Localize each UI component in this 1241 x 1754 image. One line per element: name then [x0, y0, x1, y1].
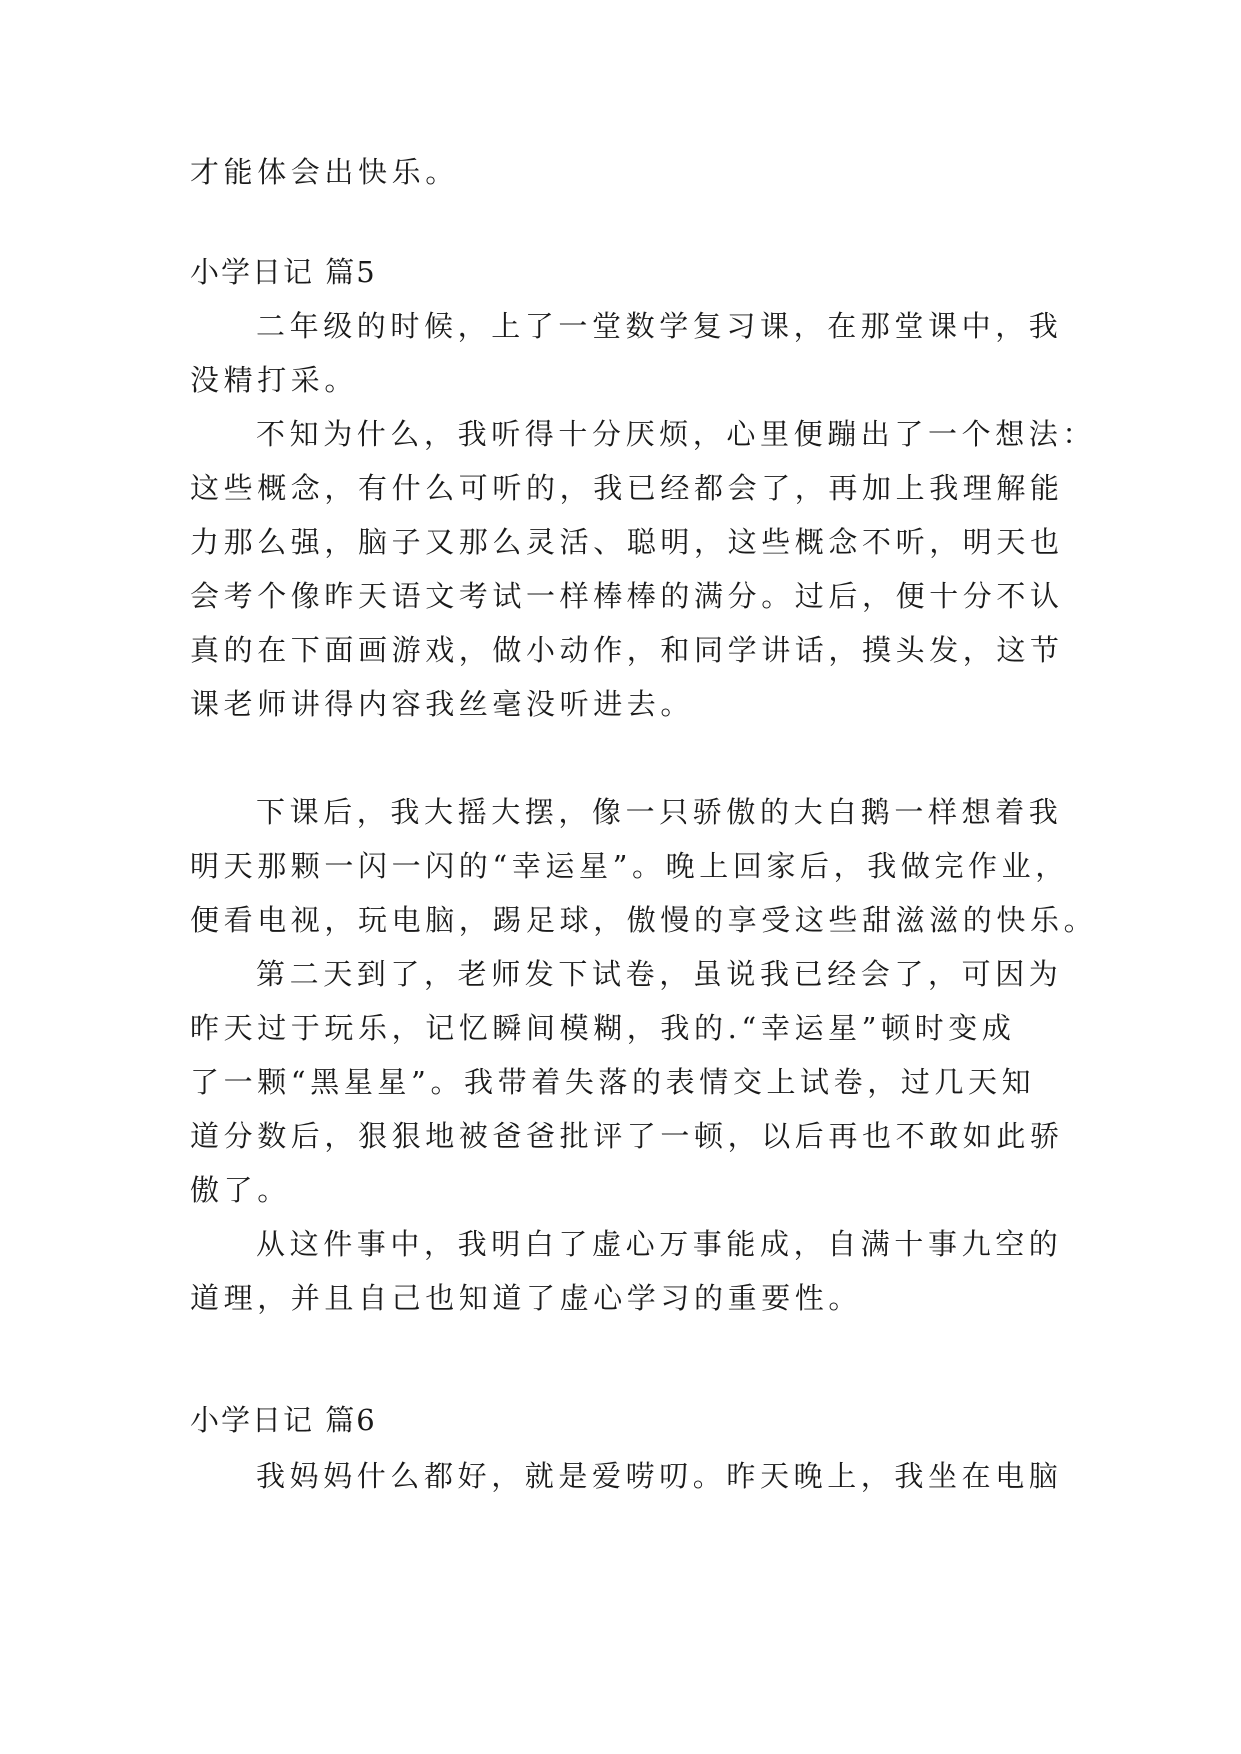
- paragraph-line: 第二天到了，老师发下试卷，虽说我已经会了，可因为: [256, 957, 1063, 991]
- paragraph-line: 课老师讲得内容我丝毫没听进去。: [190, 687, 695, 721]
- paragraph-line: 不知为什么，我听得十分厌烦，心里便蹦出了一个想法：: [256, 417, 1097, 451]
- paragraph-line: 明天那颗一闪一闪的“幸运星”。晚上回家后，我做完作业，: [190, 849, 1069, 883]
- paragraph-line: 道分数后，狠狠地被爸爸批评了一顿，以后再也不敢如此骄: [190, 1119, 1064, 1153]
- paragraph-line: 这些概念，有什么可听的，我已经都会了，再加上我理解能: [190, 471, 1064, 505]
- paragraph-line: 力那么强，脑子又那么灵活、聪明，这些概念不听，明天也: [190, 525, 1064, 559]
- paragraph-line: 没精打采。: [190, 363, 359, 397]
- paragraph-line: 会考个像昨天语文考试一样棒棒的满分。过后，便十分不认: [190, 579, 1064, 613]
- paragraph-line: 道理，并且自己也知道了虚心学习的重要性。: [190, 1281, 863, 1315]
- paragraph-line: 真的在下面画游戏，做小动作，和同学讲话，摸头发，这节: [190, 633, 1064, 667]
- paragraph-line: 才能体会出快乐。: [190, 155, 459, 189]
- paragraph-line: 了一颗“黑星星”。我带着失落的表情交上试卷，过几天知: [190, 1065, 1036, 1099]
- section-heading: 小学日记 篇6: [190, 1403, 377, 1437]
- paragraph-line: 便看电视，玩电脑，踢足球，傲慢的享受这些甜滋滋的快乐。: [190, 903, 1098, 937]
- paragraph-line: 下课后，我大摇大摆，像一只骄傲的大白鹅一样想着我: [256, 795, 1063, 829]
- paragraph-line: 二年级的时候，上了一堂数学复习课，在那堂课中，我: [256, 309, 1063, 343]
- paragraph-line: 从这件事中，我明白了虚心万事能成，自满十事九空的: [256, 1227, 1063, 1261]
- paragraph-line: 傲了。: [190, 1173, 291, 1207]
- paragraph-line: 昨天过于玩乐，记忆瞬间模糊，我的.“幸运星”顿时变成: [190, 1011, 1016, 1045]
- section-heading: 小学日记 篇5: [190, 255, 377, 289]
- paragraph-line: 我妈妈什么都好，就是爱唠叨。昨天晚上，我坐在电脑: [256, 1459, 1063, 1493]
